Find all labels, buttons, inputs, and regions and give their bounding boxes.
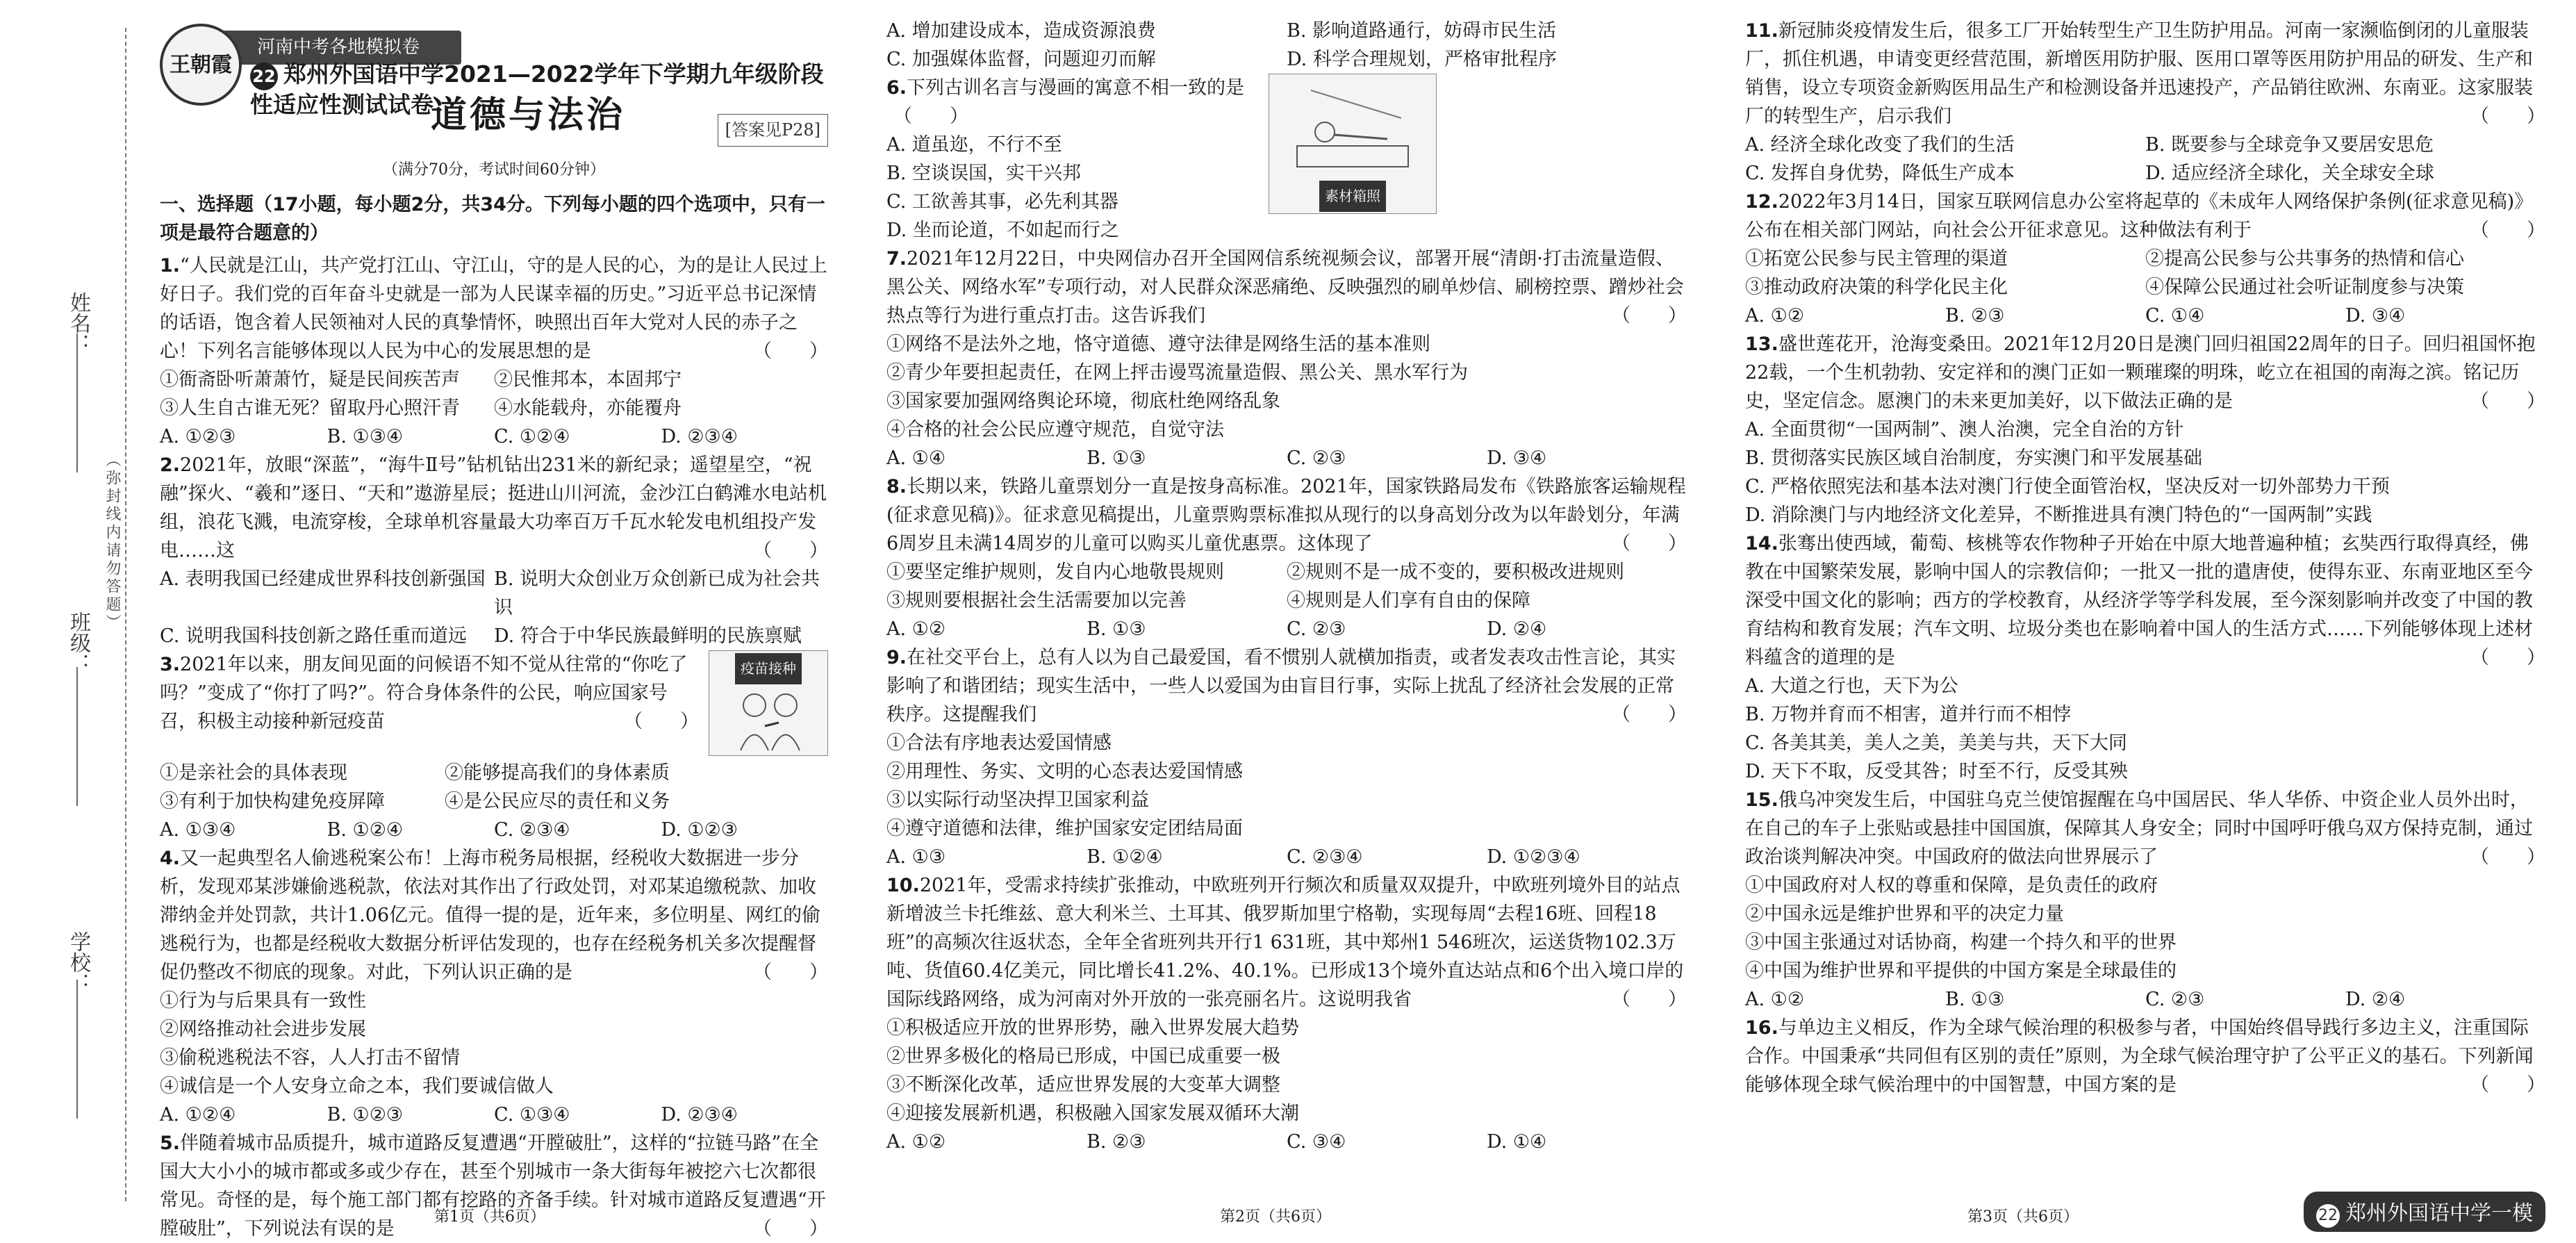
option-d: D. 坐而论道，不如起而行之 (886, 220, 1119, 241)
statement-3: ③人生自古谁无死？留取丹心照汗青 (160, 397, 460, 419)
statement-4: ④遵守道德和法律，维护国家安定团结局面 (886, 818, 1243, 839)
question-stem: 新冠肺炎疫情发生后，很多工厂开始转型生产卫生防护用品。河南一家濒临倒闭的儿童服装厂，抓住机遇，申请变更经营范围，新增医用防护服、医用口罩等医用防护用品的研发、生产和销售，设立专项资金新购医用品生产和检测设备并迅速投产，产品销往欧洲、东南亚。这家服装厂的转型生产，启示我们 (1745, 20, 2533, 127)
statement-1: ①中国政府对人权的尊重和保障，是负责任的政府 (1745, 875, 2158, 896)
question-stem: 盛世莲花开，沧海变桑田。2021年12月20日是澳门回归祖国22周年的日子。回归祖国怀抱22载，一个生机勃勃、安定祥和的澳门正如一颗璀璨的明珠，屹立在祖国的南海之滨。铭记历史，坚定信念。愿澳门的未来更加美好，以下做法正确的是 (1745, 334, 2536, 412)
option-d: D. ①②③ (661, 819, 738, 841)
option-c: C. 各美其美，美人之美，美美与共，天下大同 (1745, 732, 2127, 754)
statement-3: ③以实际行动坚决捍卫国家利益 (886, 789, 1149, 811)
statement-4: ④水能载舟，亦能覆舟 (494, 397, 682, 419)
question-number: 3. (160, 654, 181, 675)
option-d: D. ①②③④ (1487, 846, 1580, 868)
cut-line (125, 28, 126, 1201)
option-b: B. ①②③ (327, 1104, 404, 1126)
question-4 (160, 844, 828, 1129)
statement-1: ①要坚定维护规则，发自内心地敬畏规则 (886, 561, 1224, 583)
brand-logo: 王朝霞 (160, 24, 242, 106)
question-number: 16. (1745, 1017, 1778, 1039)
statement-3: ③规则要根据社会生活需要加以完善 (886, 590, 1187, 611)
option-c: C. ②③ (1287, 618, 1346, 640)
page-footer: 第1页（共6页） (434, 1208, 545, 1226)
option-d: D. ③④ (2345, 305, 2406, 327)
question-6 (886, 74, 1687, 245)
exam-page-3 (1717, 0, 2551, 1243)
answer-bracket: （ ） (2470, 220, 2545, 241)
question-number: 4. (160, 848, 181, 869)
question-stem: 与单边主义相反，作为全球气候治理的积极参与者，中国始终倡导践行多边主义，注重国际合作。中国秉承“共同但有区别的责任”原则，为全球气候治理守护了公平正义的基石。下列新闻能够体现全球气候治理中的中国智慧，中国方案的是 (1745, 1017, 2534, 1096)
statement-1: ①衙斋卧听萧萧竹，疑是民间疾苦声 (160, 369, 460, 390)
paper-number-badge: 22 (250, 63, 278, 90)
option-d: D. 消除澳门与内地经济文化差异，不断推进具有澳门特色的“一国两制”实践 (1745, 504, 2372, 526)
statement-3: ③有利于加快构建免疫屏障 (160, 791, 385, 812)
option-a: A. ①④ (886, 447, 946, 469)
question-stem: 又一起典型名人偷逃税案公布！上海市税务局根据，经税收大数据进一步分析，发现邓某涉嫌偷逃税款，依法对其作出了行政处罚，对邓某追缴税款、加收滞纳金并处罚款，共计1.06亿元。值得一提的是，近年来，多位明星、网红的偷逃税行为，也都是经税收大数据分析评估发现的，也存在经税务机关多次提醒督促仍整改不彻底的现象。对此，下列认识正确的是 (160, 848, 821, 983)
question-15 (1745, 786, 2545, 1014)
statement-4: ④是公民应尽的责任和义务 (445, 791, 670, 812)
statement-4: ④合格的社会公民应遵守规范，自觉守法 (886, 419, 1224, 441)
question-7 (886, 245, 1687, 472)
question-stem: 2021年，放眼“深蓝”，“海牛Ⅱ号”钻机钻出231米的新纪录；遥望星空，“祝融”探火、“羲和”逐日、“天和”遨游星辰；挺进山川河流，金沙江白鹤滩水电站机组，浪花飞溅，电流穿梭，全球单机容量最大功率百万千瓦水轮发电机组投产发电……这 (160, 454, 827, 561)
option-a: A. 全面贯彻“一国两制”、澳人治澳，完全自治的方针 (1745, 419, 2184, 441)
option-b: B. ①②④ (327, 819, 404, 841)
option-c: C. ③④ (1287, 1131, 1346, 1153)
question-number: 5. (160, 1133, 181, 1154)
option-b: B. ①③④ (327, 426, 404, 447)
option-c: C. ①②④ (494, 426, 570, 447)
statement-1: ①行为与后果具有一致性 (160, 990, 366, 1012)
option-c: C. 发挥自身优势，降低生产成本 (1745, 163, 2015, 184)
option-b: B. ②③ (1945, 305, 2005, 327)
statement-4: ④诚信是一个人安身立命之本，我们要诚信做人 (160, 1076, 554, 1097)
answer-bracket: （ ） (753, 962, 828, 983)
answer-bracket: （ ） (624, 711, 699, 732)
answer-bracket: （ ） (753, 340, 828, 362)
option-c: C. 工欲善其事，必先利其器 (886, 191, 1118, 213)
option-a: A. ①②④ (160, 1104, 236, 1126)
question-number: 8. (886, 476, 907, 497)
name-fill-line (76, 334, 79, 472)
statement-3: ③偷税逃税法不容，人人打击不留情 (160, 1047, 460, 1069)
statement-4: ④中国为维护世界和平提供的中国方案是全球最佳的 (1745, 960, 2177, 982)
statement-3: ③国家要加强网络舆论环境，彻底杜绝网络乱象 (886, 390, 1280, 412)
question-stem: 伴随着城市品质提升，城市道路反复遭遇“开膛破肚”，这样的“拉链马路”在全国大大小小的城市都或多或少存在，甚至个别城市一条大街每年被挖六七次都很常见。奇怪的是，每个施工部门都有挖路的齐备手续。针对城市道路反复遭遇“开膛破肚”，下列说法有误的是 (160, 1133, 826, 1240)
question-number: 1. (160, 255, 181, 277)
answer-bracket: （ ） (2470, 390, 2545, 412)
option-a: A. 表明我国已经建成世界科技创新强国 (160, 568, 486, 590)
page-3-content (1745, 17, 2545, 1099)
question-14 (1745, 529, 2545, 786)
option-d: D. 适应经济全球化，关全球安全球 (2145, 163, 2434, 184)
name-label: 姓名： (66, 292, 90, 354)
option-d: D. 符合于中华民族最鲜明的民族禀赋 (494, 625, 802, 647)
option-c: C. ②③ (1287, 447, 1346, 469)
question-number: 9. (886, 647, 907, 668)
statement-4: ④迎接发展新机遇，积极融入国家发展双循环大潮 (886, 1103, 1299, 1124)
option-a: A. ①② (886, 1131, 946, 1153)
option-b: B. 空谈误国，实干兴邦 (886, 163, 1082, 184)
option-d: D. 科学合理规划，严格审批程序 (1287, 49, 1557, 70)
question-1 (160, 252, 828, 451)
option-d: D. ③④ (1487, 447, 1547, 469)
question-stem: 长期以来，铁路儿童票划分一直是按身高标准。2021年，国家铁路局发布《铁路旅客运输规程(征求意见稿)》。征求意见稿提出，儿童票购票标准拟从现行的以身高划分改为以年龄划分，年满6周岁且未满14周岁的儿童可以购买儿童优惠票。这体现了 (886, 476, 1686, 554)
school-fill-line (76, 980, 79, 1119)
answer-bracket: （ ） (1612, 305, 1687, 327)
statement-2: ②网络推动社会进步发展 (160, 1019, 366, 1040)
statement-2: ②民惟邦本，本固邦宁 (494, 369, 682, 390)
statement-1: ①积极适应开放的世界形势，融入世界发展大趋势 (886, 1017, 1299, 1039)
question-number: 10. (886, 875, 920, 896)
question-number: 15. (1745, 789, 1778, 811)
option-d: D. ②④ (2345, 989, 2406, 1010)
question-number: 6. (886, 77, 907, 99)
statement-1: ①合法有序地表达爱国情感 (886, 732, 1112, 754)
statement-2: ②能够提高我们的身体素质 (445, 762, 670, 784)
statement-2: ②用理性、务实、文明的心态表达爱国情感 (886, 761, 1243, 782)
class-label: 班级： (66, 611, 90, 674)
question-8 (886, 472, 1687, 643)
option-a: A. 经济全球化改变了我们的生活 (1745, 134, 2015, 156)
answer-bracket: （ ） (1612, 989, 1687, 1010)
option-a: A. 大道之行也，天下为公 (1745, 675, 1958, 697)
option-d: D. ②④ (1487, 618, 1547, 640)
answer-reference: [答案见P28] (718, 114, 828, 147)
option-b: B. ①③ (1087, 447, 1146, 469)
seal-warning: （弥封线内请勿答题） (104, 452, 121, 632)
score-time-line: （满分70分，考试时间60分钟） (383, 161, 605, 179)
option-b: B. 影响道路通行，妨碍市民生活 (1287, 20, 1557, 42)
answer-bracket: （ ） (893, 106, 968, 127)
exam-title-text: 郑州外国语中学2021—2022学年下学期九年级阶段性适应性测试试卷 (250, 60, 824, 118)
cartoon-figure-icon (1283, 76, 1422, 181)
option-b: B. 贯彻落实民族区域自治制度，夯实澳门和平发展基础 (1745, 447, 2203, 469)
option-d: D. ②③④ (661, 426, 738, 447)
page-2-content (886, 17, 1687, 1156)
answer-bracket: （ ） (1612, 704, 1687, 725)
question-3 (160, 650, 828, 844)
page-1-content (160, 17, 828, 1243)
question-number: 13. (1745, 334, 1778, 355)
cartoon-illustration (1269, 74, 1437, 214)
school-badge-text: 郑州外国语中学一模 (2345, 1201, 2533, 1226)
question-stem: 下列古训名言与漫画的寓意不相一致的是 (907, 77, 1245, 99)
question-stem: 2021年，受需求持续扩张推动，中欧班列开行频次和质量双双提升，中欧班列境外目的站点新增波兰卡托维兹、意大利米兰、土耳其、俄罗斯加里宁格勒，实现每周“去程16班、回程18班”的高频次往返状态，全年全省班列共开行1 631班，其中郑州1 546班次，运送货物102.3万吨、货值60.4亿美元，同比增长41.2%、40.1%。已形成13个境外直达站点和6个出入境口岸的国际线路网络，成为河南对外开放的一张亮丽名片。这说明我省 (886, 875, 1684, 1010)
answer-bracket: （ ） (753, 1218, 828, 1240)
answer-bracket: （ ） (2470, 647, 2545, 668)
question-stem: 俄乌冲突发生后，中国驻乌克兰使馆握醒在乌中国居民、华人华侨、中资企业人员外出时，在自己的车子上张贴或悬挂中国国旗，保障其人身安全；同时中国呼吁俄乌双方保持克制，通过政治谈判解决冲突。中国政府的做法向世界展示了 (1745, 789, 2533, 868)
question-number: 11. (1745, 20, 1778, 42)
option-c: C. ②③④ (1287, 846, 1363, 868)
option-b: B. ①③ (1945, 989, 2005, 1010)
section-heading: 一、选择题（17小题，每小题2分，共34分。下列每小题的四个选项中，只有一项是最符合题意的） (160, 194, 825, 244)
page-footer: 第3页（共6页） (1967, 1208, 2079, 1226)
page-footer: 第2页（共6页） (1220, 1208, 1331, 1226)
answer-bracket: （ ） (2470, 1074, 2545, 1096)
vaccine-illustration (709, 650, 828, 756)
option-b: B. ②③ (1087, 1131, 1146, 1153)
question-stem: 2021年以来，朋友间见面的问候语不知不觉从往常的“你吃了吗？”变成了“你打了吗?”。符合身体条件的公民，响应国家号召，积极主动接种新冠疫苗 (160, 654, 688, 732)
question-stem: 2021年12月22日，中央网信办召开全国网信系统视频会议，部署开展“清朗·打击流量造假、黑公关、网络水军”专项行动，对人民群众深恶痛绝、反映强烈的刷单炒信、刷榜控票、蹭炒社会热点等行为进行重点打击。这告诉我们 (886, 248, 1684, 327)
question-number: 12. (1745, 191, 1778, 213)
class-fill-line (76, 667, 79, 806)
statement-3: ③中国主张通过对话协商，构建一个持久和平的世界 (1745, 932, 2177, 953)
answer-bracket: （ ） (2470, 846, 2545, 868)
answer-bracket: （ ） (2470, 106, 2545, 127)
question-number: 2. (160, 454, 181, 476)
statement-3: ③不断深化改革，适应世界发展的大变革大调整 (886, 1074, 1280, 1096)
statement-1: ①拓宽公民参与民主管理的渠道 (1745, 248, 2008, 270)
question-5-options (886, 17, 1687, 74)
option-b: B. 说明大众创业万众创新已成为社会共识 (494, 568, 820, 618)
option-c: C. ②③ (2145, 989, 2205, 1010)
question-number: 14. (1745, 533, 1778, 554)
question-stem: “人民就是江山，共产党打江山、守江山，守的是人民的心，为的是让人民过上好日子。我们党的百年奋斗史就是一部为人民谋幸福的历史。”习近平总书记深情的话语，饱含着人民领袖对人民的真挚情怀，映照出百年大党对人民的赤子之心！下列名言能够体现以人民为中心的发展思想的是 (160, 255, 827, 362)
exam-header (160, 17, 828, 190)
question-stem: 2022年3月14日，国家互联网信息办公室将起草的《未成年人网络保护条例(征求意见稿)》公布在相关部门网站，向社会公开征求意见。这种做法有利于 (1745, 191, 2534, 241)
statement-2: ②中国永远是维护世界和平的决定力量 (1745, 903, 2064, 925)
illustration-caption: 疫苗接种 (735, 653, 802, 684)
option-a: A. ①③ (886, 846, 946, 868)
question-stem: 张骞出使西域，葡萄、核桃等农作物种子开始在中原大地普遍种植；玄奘西行取得真经，佛教在中国繁荣发展，影响中国人的宗教信仰；一批又一批的遣唐使，使得东亚、东南亚地区至今深受中国文化的影响；西方的学校教育，从经济学等学科发展，至今深刻影响并改变了中国的教育结构和教育发展；汽车文明、垃圾分类也在影响着中国人的生活方式……下列能够体现上述材料蕴含的道理的是 (1745, 533, 2533, 668)
binding-strip (0, 0, 146, 1243)
option-c: C. ②③④ (494, 819, 570, 841)
option-a: A. ①② (1745, 989, 1805, 1010)
paper-number-badge: 22 (2316, 1204, 2340, 1228)
option-a: A. ①② (1745, 305, 1805, 327)
subject-title: 道德与法治 (431, 94, 626, 136)
illustration-caption: 素材箱照 (1319, 181, 1386, 212)
series-tag: 河南中考各地模拟卷 (201, 31, 461, 65)
option-c: C. ①③④ (494, 1104, 570, 1126)
option-a: A. 增加建设成本，造成资源浪费 (886, 20, 1156, 42)
option-a: A. ①②③ (160, 426, 236, 447)
option-a: A. 道虽迩，不行不至 (886, 134, 1062, 156)
option-d: D. ①④ (1487, 1131, 1547, 1153)
question-12 (1745, 188, 2545, 330)
option-b: B. ①②④ (1087, 846, 1163, 868)
option-c: C. ①④ (2145, 305, 2205, 327)
statement-2: ②提高公民参与公共事务的热情和信心 (2145, 248, 2464, 270)
vaccine-figure-icon (727, 684, 810, 754)
option-b: B. 万物并育而不相害，道并行而不相悖 (1745, 704, 2072, 725)
question-stem: 在社交平台上，总有人以为自己最爱国，看不惯别人就横加指责，或者发表攻击性言论，其实影响了和谐团结；现实生活中，一些人以爱国为由盲目行事，实际上扰乱了经济社会发展的正常秩序。这提醒我们 (886, 647, 1676, 725)
statement-2: ②青少年要担起责任，在网上抨击谩骂流量造假、黑公关、黑水军行为 (886, 362, 1468, 384)
option-c: C. 加强媒体监督，问题迎刃而解 (886, 49, 1156, 70)
option-d: D. 天下不取，反受其咎；时至不行，反受其殃 (1745, 761, 2128, 782)
statement-4: ④保障公民通过社会听证制度参与决策 (2145, 277, 2464, 298)
statement-2: ②世界多极化的格局已形成，中国已成重要一极 (886, 1046, 1280, 1067)
question-9 (886, 643, 1687, 871)
statement-3: ③推动政府决策的科学化民主化 (1745, 277, 2008, 298)
statement-1: ①是亲社会的具体表现 (160, 762, 347, 784)
option-b: B. ①③ (1087, 618, 1146, 640)
question-16 (1745, 1014, 2545, 1099)
school-label: 学校： (66, 931, 90, 994)
exam-page-2 (859, 0, 1692, 1243)
question-11 (1745, 17, 2545, 188)
statement-1: ①网络不是法外之地，恪守道德、遵守法律是网络生活的基本准则 (886, 334, 1430, 355)
question-2 (160, 451, 828, 650)
statement-4: ④规则是人们享有自由的保障 (1287, 590, 1530, 611)
question-number: 7. (886, 248, 907, 270)
question-10 (886, 871, 1687, 1156)
option-a: A. ①③④ (160, 819, 236, 841)
option-b: B. 既要参与全球竞争又要居安思危 (2145, 134, 2434, 156)
option-d: D. ②③④ (661, 1104, 738, 1126)
option-a: A. ①② (886, 618, 946, 640)
answer-bracket: （ ） (753, 540, 828, 561)
answer-bracket: （ ） (1612, 533, 1687, 554)
statement-2: ②规则不是一成不变的，要积极改进规则 (1287, 561, 1624, 583)
option-c: C. 说明我国科技创新之路任重而道远 (160, 625, 467, 647)
exam-page-1 (0, 0, 834, 1243)
school-badge (2304, 1192, 2545, 1232)
option-c: C. 严格依照宪法和基本法对澳门行使全面管治权，坚决反对一切外部势力干预 (1745, 476, 2390, 497)
question-13 (1745, 330, 2545, 529)
